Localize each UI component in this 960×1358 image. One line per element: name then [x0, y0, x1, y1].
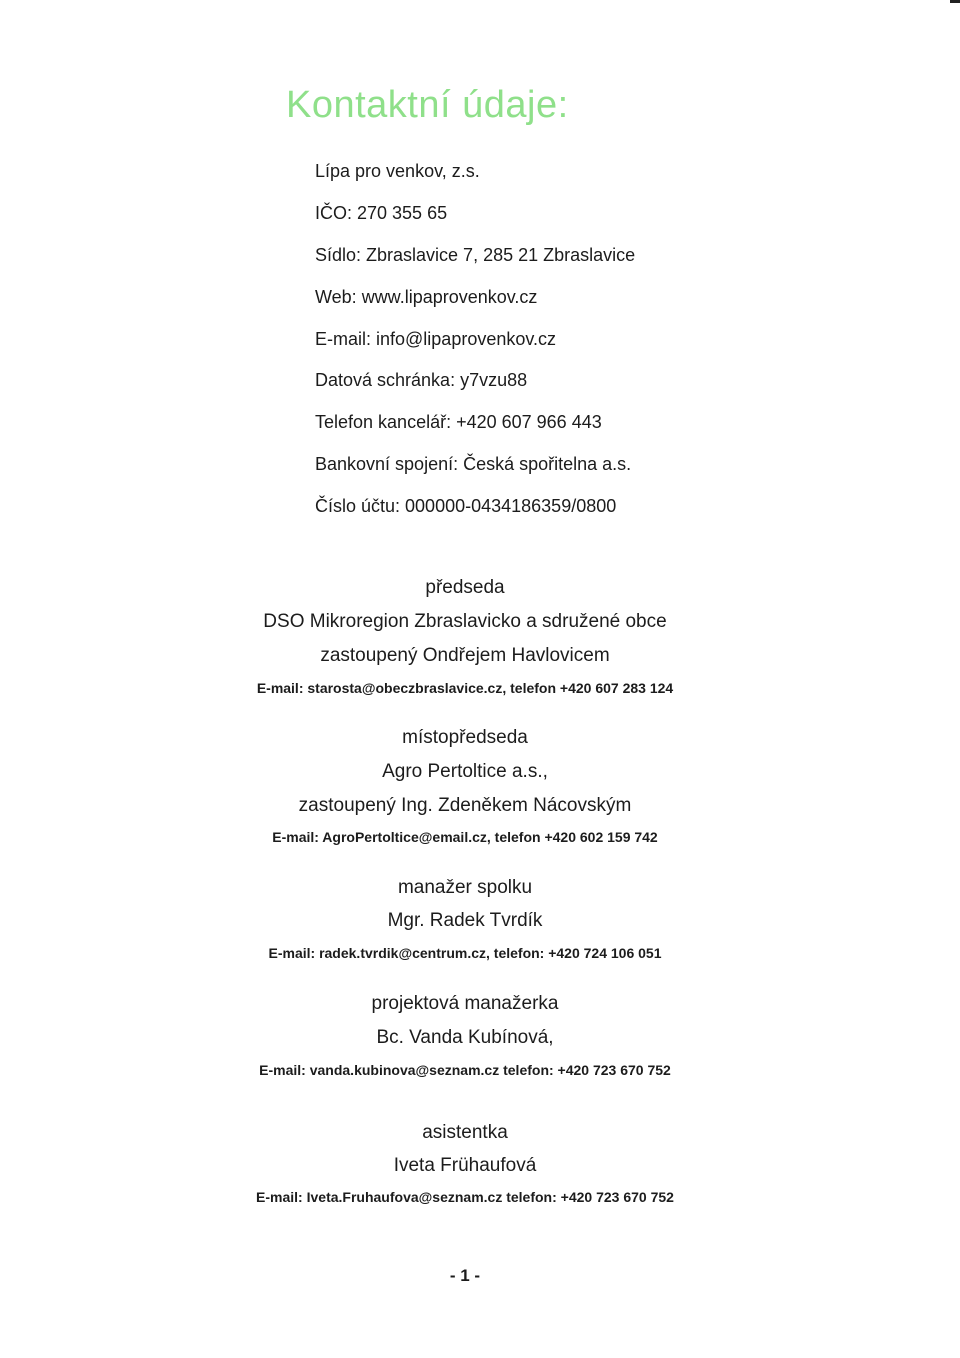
page-number: - 1 -: [449, 1266, 481, 1285]
org-databox: Datová schránka: y7vzu88: [315, 370, 528, 390]
assistant-contact: E-mail: Iveta.Fruhaufova@seznam.cz telefon: +420 723 670 752: [256, 1189, 674, 1205]
org-address: Sídlo: Zbraslavice 7, 285 21 Zbraslavice: [315, 245, 636, 265]
project-manager-name: Bc. Vanda Kubínová,: [376, 1027, 554, 1048]
manager-contact: E-mail: radek.tvrdik@centrum.cz, telefon: +420 724 106 051: [268, 945, 662, 961]
org-account: Číslo účtu: 000000-0434186359/0800: [315, 496, 617, 516]
page-title: Kontaktní údaje:: [286, 84, 569, 126]
org-name: Lípa pro venkov, z.s.: [315, 161, 480, 181]
vice-chair-representative: zastoupený Ing. Zdeněkem Nácovským: [298, 795, 632, 816]
org-email: E-mail: info@lipaprovenkov.cz: [315, 329, 557, 349]
chair-role: předseda: [425, 577, 505, 598]
vice-chair-role: místopředseda: [402, 727, 528, 748]
manager-role: manažer spolku: [397, 877, 533, 898]
org-phone: Telefon kancelář: +420 607 966 443: [315, 412, 602, 432]
project-manager-contact: E-mail: vanda.kubinova@seznam.cz telefon: +420 723 670 752: [259, 1062, 671, 1078]
chair-contact: E-mail: starosta@obeczbraslavice.cz, telefon +420 607 283 124: [256, 680, 674, 696]
chair-name: DSO Mikroregion Zbraslavicko a sdružené obce: [263, 611, 667, 632]
scan-artifact: [950, 0, 960, 3]
assistant-role: asistentka: [422, 1122, 508, 1143]
vice-chair-contact: E-mail: AgroPertoltice@email.cz, telefon +420 602 159 742: [272, 829, 658, 845]
project-manager-role: projektová manažerka: [371, 993, 559, 1014]
org-bank: Bankovní spojení: Česká spořitelna a.s.: [315, 454, 632, 474]
assistant-name: Iveta Frühaufová: [393, 1155, 537, 1176]
org-ico: IČO: 270 355 65: [315, 203, 448, 223]
manager-name: Mgr. Radek Tvrdík: [387, 910, 543, 931]
vice-chair-name: Agro Pertoltice a.s.,: [382, 761, 548, 782]
chair-representative: zastoupený Ondřejem Havlovicem: [320, 645, 610, 666]
org-web: Web: www.lipaprovenkov.cz: [315, 287, 538, 307]
